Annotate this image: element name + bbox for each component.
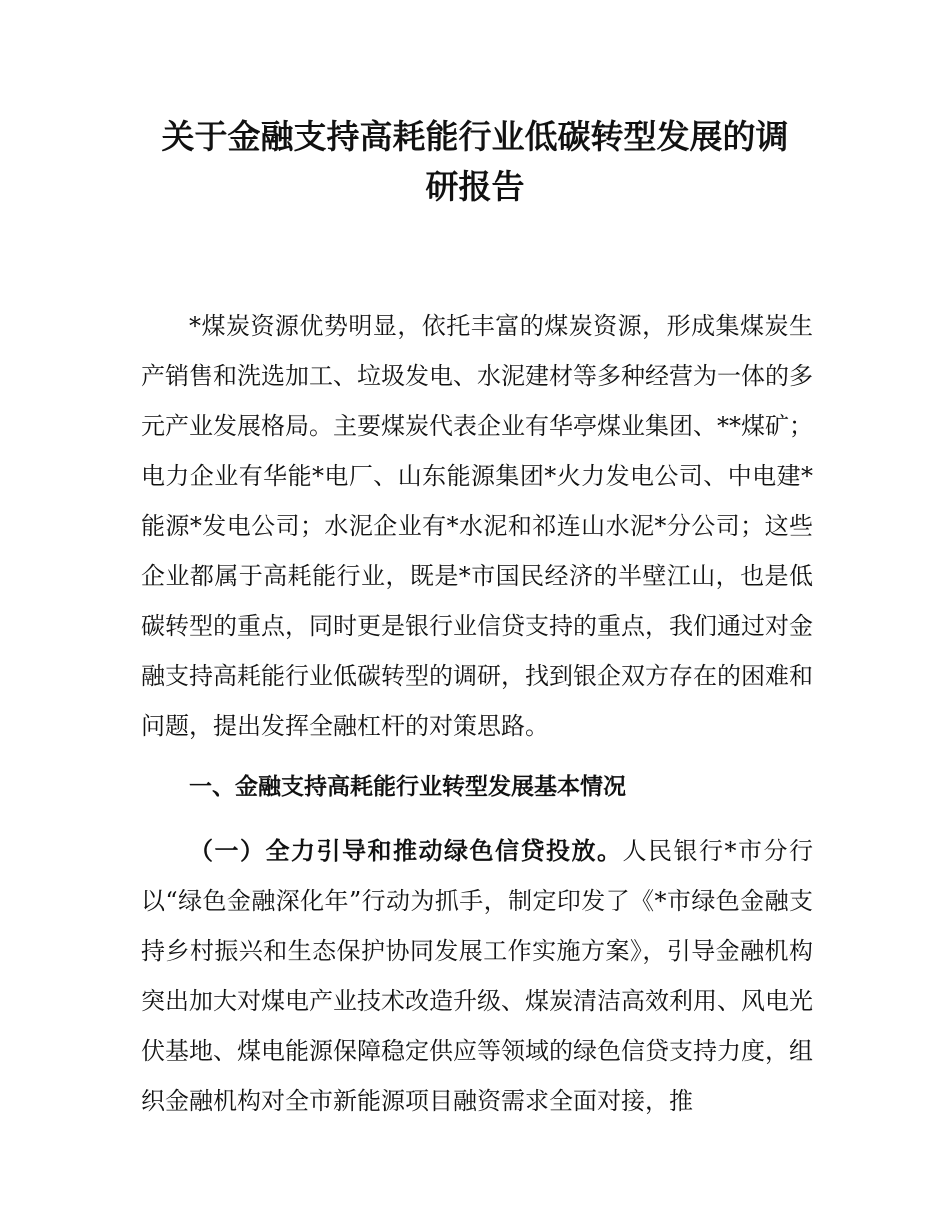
subsection-paragraph-1	[141, 826, 813, 1126]
subsection-text-1: 人民银行*市分行以“绿色金融深化年”行动为抓手，制定印发了《*市绿色金融支持乡村振兴和生态保护协同发展工作实施方案》，引导金融机构突出加大对煤电产业技术改造升级、煤炭清洁高效利用、风电光伏基地、煤电能源保障稳定供应等领域的绿色信贷支持力度，组织金融机构对全市新能源项目融资需求全面对接，推	[141, 837, 813, 1115]
subsection-heading-1: （一）全力引导和推动绿色信贷投放。	[189, 837, 623, 865]
title-line-1: 关于金融支持高耗能行业低碳转型发展的调	[161, 117, 789, 156]
intro-paragraph: *煤炭资源优势明显，依托丰富的煤炭资源，形成集煤炭生产销售和洗选加工、垃圾发电、水泥建材等多种经营为一体的多元产业发展格局。主要煤炭代表企业有华亭煤业集团、**煤矿；电力企业有华能*电厂、山东能源集团*火力发电公司、中电建*能源*发电公司；水泥企业有*水泥和祁连山水泥*分公司；这些企业都属于高耗能行业，既是*市国民经济的半壁江山，也是低碳转型的重点，同时更是银行业信贷支持的重点，我们通过对金融支持高耗能行业低碳转型的调研，找到银企双方存在的困难和问题，提出发挥全融杠杆的对策思路。	[141, 312, 813, 740]
title-line-2: 研报告	[425, 167, 525, 206]
section-heading-1: 一、金融支持高耗能行业转型发展基本情况	[189, 774, 626, 800]
document-title	[100, 112, 850, 212]
